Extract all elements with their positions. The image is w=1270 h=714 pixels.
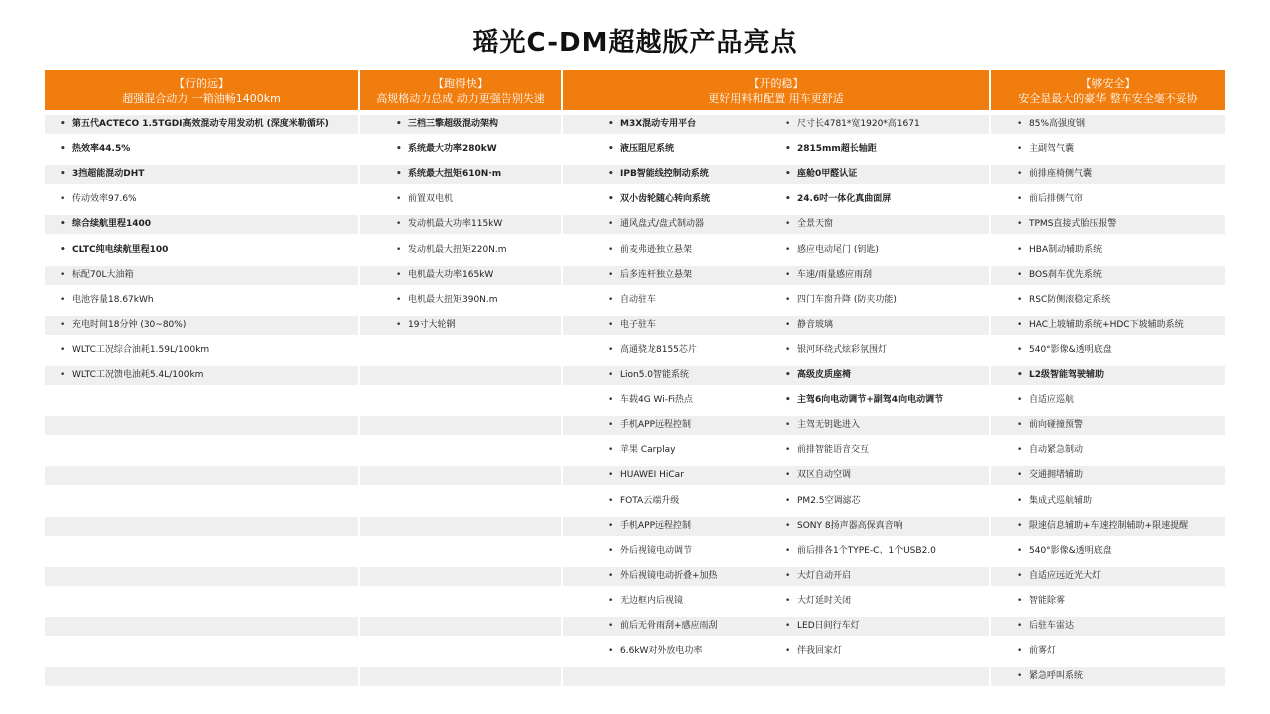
comfort-feature-b: • 前排智能语音交互 [785, 441, 975, 460]
safety-feature: • 自动紧急制动 [1017, 441, 1213, 460]
comfort-feature: • 车载4G Wi-Fi热点 [608, 391, 778, 410]
safety-feature: • L2级智能驾驶辅助 [1017, 366, 1213, 385]
safety-feature: • 智能除雾 [1017, 592, 1213, 611]
range-feature: • 电池容量18.67kWh [60, 291, 344, 310]
comfort-feature-b: • 2815mm超长轴距 [785, 140, 975, 159]
comfort-feature: • 外后视镜电动调节 [608, 542, 778, 561]
speed-feature: • 前置双电机 [396, 190, 546, 209]
comfort-feature-b: • 四门车窗升降 (防夹功能) [785, 291, 975, 310]
comfort-feature: • 前后无骨雨刮+感应雨刮 [608, 617, 778, 636]
range-feature: • 充电时间18分钟 (30~80%) [60, 316, 344, 335]
header-comfort-subtitle: 更好用料和配置 用车更舒适 [708, 91, 844, 105]
comfort-feature: • 前麦弗逊独立悬架 [608, 241, 778, 260]
row-stripe [360, 667, 561, 686]
speed-feature: • 19寸大轮辋 [396, 316, 546, 335]
header-safety-title: 【够安全】 [1080, 76, 1136, 90]
comfort-feature: • 6.6kW对外放电功率 [608, 642, 778, 661]
header-range-subtitle: 超强混合动力 一箱油畅1400km [122, 91, 281, 105]
comfort-feature-b: • 24.6吋一体化真曲面屏 [785, 190, 975, 209]
comfort-feature: • FOTA云端升级 [608, 492, 778, 511]
safety-feature: • 主副驾气囊 [1017, 140, 1213, 159]
comfort-feature-b: • 感应电动尾门 (钥匙) [785, 241, 975, 260]
comfort-feature: • 电子驻车 [608, 316, 778, 335]
range-feature: • WLTC工况综合油耗1.59L/100km [60, 341, 344, 360]
range-feature: • CLTC纯电续航里程100 [60, 241, 344, 260]
speed-feature: • 三档三擎超级混动架构 [396, 115, 546, 134]
comfort-feature: • 后多连杆独立悬架 [608, 266, 778, 285]
safety-feature: • 前后排侧气帘 [1017, 190, 1213, 209]
safety-feature: • 后驻车雷达 [1017, 617, 1213, 636]
comfort-feature-b: • PM2.5空调滤芯 [785, 492, 975, 511]
safety-feature: • 紧急呼叫系统 [1017, 667, 1213, 686]
header-speed [360, 70, 561, 110]
comfort-feature-b: • 双区自动空调 [785, 466, 975, 485]
comfort-feature-b: • LED日间行车灯 [785, 617, 975, 636]
safety-feature: • 前排座椅侧气囊 [1017, 165, 1213, 184]
safety-feature: • 自适应巡航 [1017, 391, 1213, 410]
row-stripe [45, 416, 358, 435]
speed-feature: • 电机最大功率165kW [396, 266, 546, 285]
comfort-feature: • 手机APP远程控制 [608, 416, 778, 435]
header-comfort [563, 70, 989, 110]
header-speed-title: 【跑得快】 [433, 76, 488, 90]
comfort-feature: • 通风盘式/盘式制动器 [608, 215, 778, 234]
header-speed-subtitle: 高规格动力总成 动力更强告别失速 [376, 91, 545, 105]
row-stripe [45, 567, 358, 586]
safety-feature: • TPMS直接式胎压报警 [1017, 215, 1213, 234]
safety-feature: • BOS刹车优先系统 [1017, 266, 1213, 285]
row-stripe [360, 517, 561, 536]
row-stripe [360, 366, 561, 385]
comfort-feature: • Lion5.0智能系统 [608, 366, 778, 385]
speed-feature: • 发动机最大扭矩220N.m [396, 241, 546, 260]
speed-feature: • 发动机最大功率115kW [396, 215, 546, 234]
header-safety-subtitle: 安全是最大的豪华 整车安全毫不妥协 [1018, 91, 1198, 105]
page-title: 瑶光C-DM超越版产品亮点 [472, 28, 798, 58]
comfort-feature-b: • SONY 8扬声器高保真音响 [785, 517, 975, 536]
speed-feature: • 电机最大扭矩390N.m [396, 291, 546, 310]
safety-feature: • 540°影像&透明底盘 [1017, 542, 1213, 561]
comfort-feature: • 高通骁龙8155芯片 [608, 341, 778, 360]
comfort-feature-b: • 主驾6向电动调节+副驾4向电动调节 [785, 391, 975, 410]
safety-feature: • 自适应远近光大灯 [1017, 567, 1213, 586]
comfort-feature-b: • 车速/雨量感应雨刮 [785, 266, 975, 285]
header-range-title: 【行的远】 [174, 76, 229, 90]
comfort-feature-b: • 全景天窗 [785, 215, 975, 234]
range-feature: • 标配70L大油箱 [60, 266, 344, 285]
range-feature: • 3挡超能混动DHT [60, 165, 344, 184]
safety-feature: • 限速信息辅助+车速控制辅助+限速提醒 [1017, 517, 1213, 536]
comfort-feature-b: • 尺寸长4781*宽1920*高1671 [785, 115, 975, 134]
comfort-feature-b: • 前后排各1个TYPE-C、1个USB2.0 [785, 542, 975, 561]
range-feature: • 传动效率97.6% [60, 190, 344, 209]
comfort-feature-b: • 银河环绕式炫彩氛围灯 [785, 341, 975, 360]
safety-feature: • HAC上坡辅助系统+HDC下坡辅助系统 [1017, 316, 1213, 335]
speed-feature: • 系统最大扭矩610N·m [396, 165, 546, 184]
header-range [45, 70, 358, 110]
header-comfort-title: 【开的稳】 [748, 76, 804, 90]
safety-feature: • 前雾灯 [1017, 642, 1213, 661]
row-stripe [45, 617, 358, 636]
comfort-feature-b: • 伴我回家灯 [785, 642, 975, 661]
row-stripe [45, 466, 358, 485]
comfort-feature: • 手机APP远程控制 [608, 517, 778, 536]
comfort-feature: • IPB智能线控制动系统 [608, 165, 778, 184]
row-stripe [360, 416, 561, 435]
comfort-feature: • 双小齿轮随心转向系统 [608, 190, 778, 209]
safety-feature: • 前向碰撞预警 [1017, 416, 1213, 435]
comfort-feature-b: • 座舱0甲醛认证 [785, 165, 975, 184]
comfort-feature: • 无边框内后视镜 [608, 592, 778, 611]
comfort-feature-b: • 大灯延时关闭 [785, 592, 975, 611]
row-stripe [360, 466, 561, 485]
row-stripe [360, 567, 561, 586]
comfort-feature: • M3X混动专用平台 [608, 115, 778, 134]
comfort-feature-b: • 大灯自动开启 [785, 567, 975, 586]
safety-feature: • 交通拥堵辅助 [1017, 466, 1213, 485]
comfort-feature-b: • 静音玻璃 [785, 316, 975, 335]
comfort-feature: • 液压阻尼系统 [608, 140, 778, 159]
range-feature: • WLTC工况馈电油耗5.4L/100km [60, 366, 344, 385]
row-stripe [45, 517, 358, 536]
comfort-feature-b: • 高级皮质座椅 [785, 366, 975, 385]
comfort-feature: • HUAWEI HiCar [608, 466, 778, 485]
safety-feature: • HBA制动辅助系统 [1017, 241, 1213, 260]
safety-feature: • 540°影像&透明底盘 [1017, 341, 1213, 360]
range-feature: • 热效率44.5% [60, 140, 344, 159]
safety-feature: • RSC防侧滚稳定系统 [1017, 291, 1213, 310]
row-stripe [360, 617, 561, 636]
row-stripe [45, 667, 358, 686]
speed-feature: • 系统最大功率280kW [396, 140, 546, 159]
row-stripe [563, 667, 989, 686]
comfort-feature: • 自动驻车 [608, 291, 778, 310]
range-feature: • 第五代ACTECO 1.5TGDI高效混动专用发动机 (深度米勒循环) [60, 115, 344, 134]
range-feature: • 综合续航里程1400 [60, 215, 344, 234]
comfort-feature-b: • 主驾无钥匙进入 [785, 416, 975, 435]
safety-feature: • 集成式巡航辅助 [1017, 492, 1213, 511]
comfort-feature: • 苹果 Carplay [608, 441, 778, 460]
comfort-feature: • 外后视镜电动折叠+加热 [608, 567, 778, 586]
header-safety [991, 70, 1225, 110]
safety-feature: • 85%高强度钢 [1017, 115, 1213, 134]
